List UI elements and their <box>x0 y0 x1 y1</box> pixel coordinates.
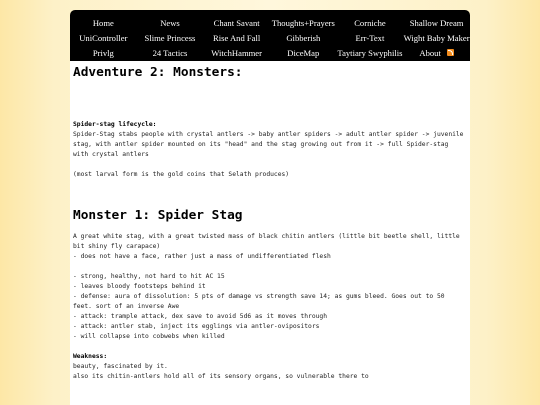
nav-item-rise-and-fall[interactable]: Rise And Fall <box>213 33 261 43</box>
lifecycle-heading <box>73 120 467 130</box>
post-content <box>70 61 470 405</box>
nav-item-slime-princess[interactable]: Slime Princess <box>144 33 196 43</box>
weakness-heading <box>73 352 467 362</box>
nav-item-chant-savant[interactable]: Chant Savant <box>213 18 260 28</box>
nav-item-err-text[interactable]: Err-Text <box>355 33 385 43</box>
nav-item-unicontroller[interactable]: UniController <box>79 33 128 43</box>
nav-item-about-cell <box>403 46 470 61</box>
nav-item-dicemap[interactable]: DiceMap <box>287 48 320 58</box>
nav-row-2 <box>70 31 470 46</box>
weakness-heading-text: Weakness: <box>73 353 108 360</box>
nav-row-3 <box>70 46 470 61</box>
larval-note: (most larval form is the gold coins that Selath produces) <box>73 171 290 178</box>
nav-item-home[interactable]: Home <box>92 18 114 28</box>
nav-item-privlg[interactable]: Privlg <box>92 48 114 58</box>
nav-item-thoughts-prayers[interactable]: Thoughts+Prayers <box>271 18 335 28</box>
nav-item-witchhammer[interactable]: WitchHammer <box>211 48 262 58</box>
nav-item-taytiary-swyphilis[interactable]: Taytiary Swyphilis <box>337 48 403 58</box>
lifecycle-heading-text: Spider-stag lifecycle: <box>73 121 157 128</box>
monster-title: Monster 1: Spider Stag <box>73 208 243 223</box>
nav-row-1 <box>70 16 470 31</box>
lifecycle-text: Spider-Stag stabs people with crystal antlers -> baby antler spiders -> adult antler spider -> juvenile stag, with antler spider mounted on its "head" and the stag growing out from it -> full Spider-stag with crystal antlers <box>73 131 464 158</box>
page-container <box>70 10 470 405</box>
nav-item-wight-baby-maker[interactable]: Wight Baby Maker <box>403 33 470 43</box>
weakness-text: beauty, fascinated by it. also its chitin-antlers hold all of its sensory organs, so vulnerable there to <box>73 363 369 380</box>
post-title: Adventure 2: Monsters: <box>73 65 243 80</box>
nav-item-gibberish[interactable]: Gibberish <box>286 33 321 43</box>
monster-description: A great white stag, with a great twisted mass of black chitin antlers (little bit beetle shell, little bit shiny fly carapace) - does not have a face, rather just a mass of undifferentiated flesh <box>73 233 460 260</box>
nav-item-news[interactable]: News <box>160 18 180 28</box>
nav-item-about[interactable]: About <box>419 48 441 58</box>
nav-item-shallow-dream[interactable]: Shallow Dream <box>409 18 464 28</box>
nav-item-24-tactics[interactable]: 24 Tactics <box>152 48 188 58</box>
nav-item-corniche[interactable]: Corniche <box>354 18 386 28</box>
rss-icon[interactable] <box>447 49 454 56</box>
monster-stats: - strong, healthy, not hard to hit AC 15 - leaves bloody footsteps behind it - defense: aura of dissolution: 5 pts of damage vs strength save 14; as gums bleed. Goes out to 50 feet. sort of an inverse Awe - attack: trample attack, dex save to avoid 5d6 as it moves through - attack: antler stab, inject its egglings via antler-ovipositors - will collapse into cobwebs when killed <box>73 273 445 340</box>
nav-bar <box>70 10 470 61</box>
